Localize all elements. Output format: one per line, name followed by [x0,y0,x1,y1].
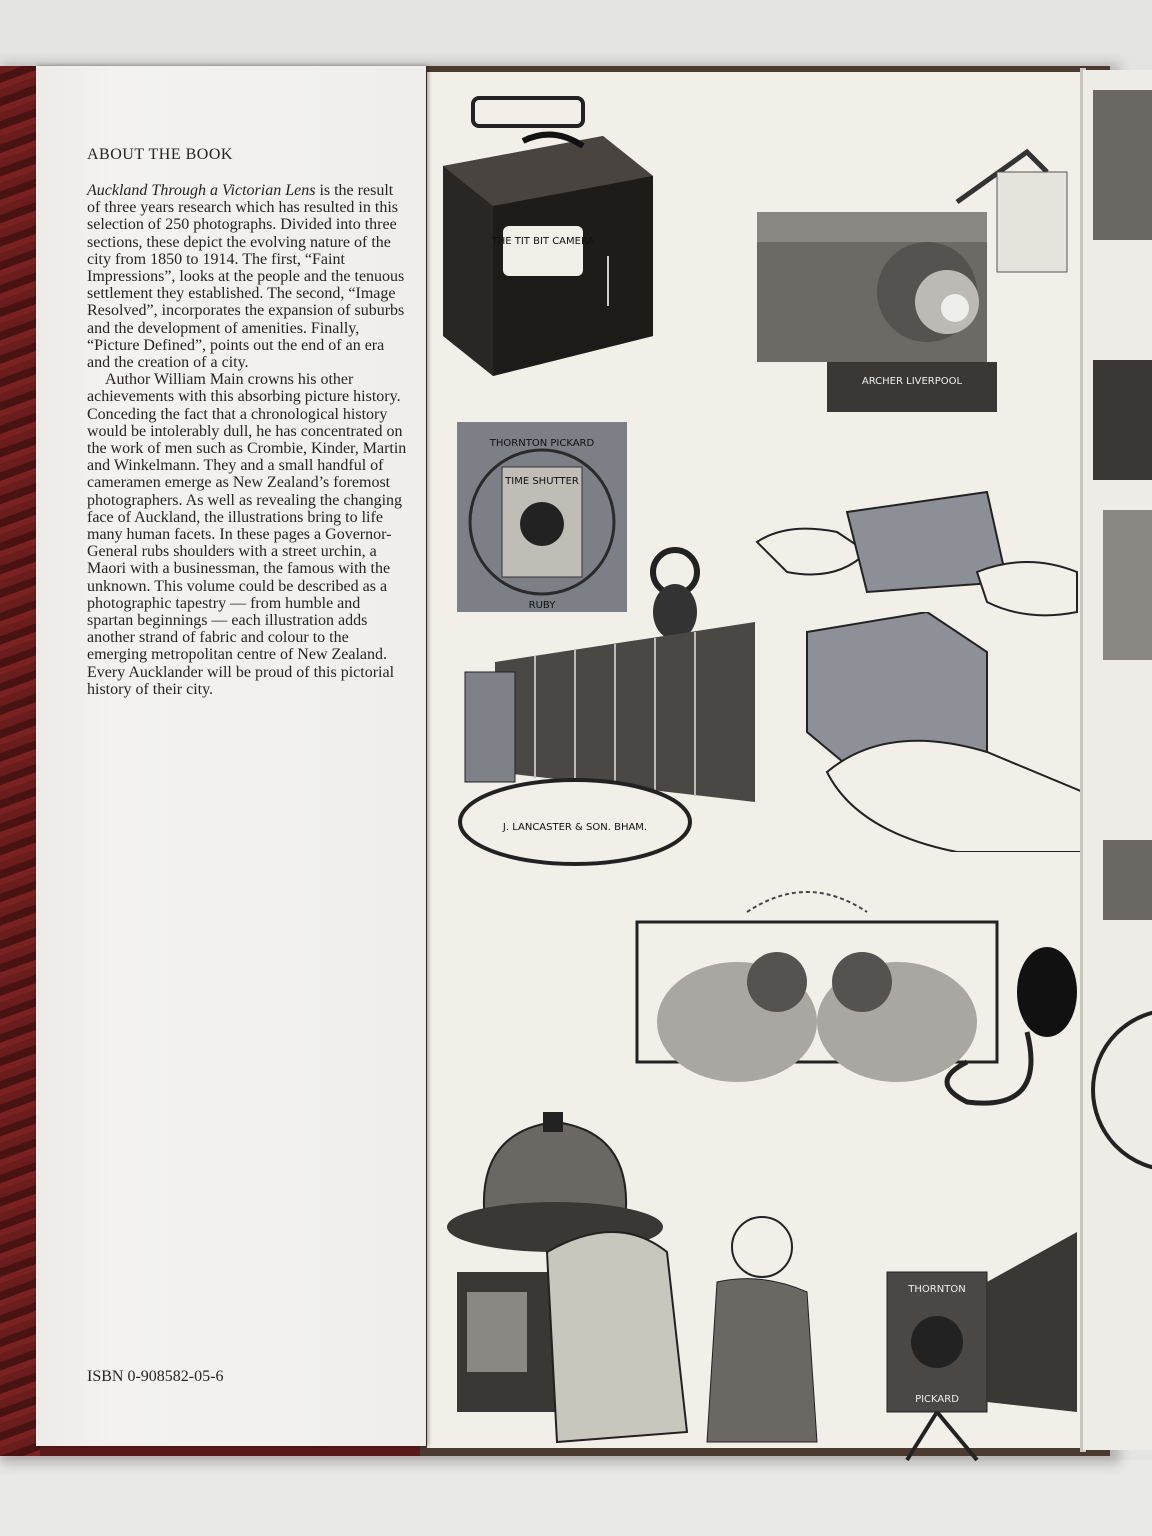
plate-camera-top-label: THORNTON PICKARD [489,438,595,449]
box-camera-label: THE TIT BIT CAMERA [491,236,595,247]
bellows-camera-label: J. LANCASTER & SON. BHAM. [502,822,648,833]
bellows-camera-engraving [435,542,795,872]
about-heading: ABOUT THE BOOK [87,146,233,163]
book-title: Auckland Through a Victorian Lens [87,182,316,199]
cover-pattern [0,66,40,1456]
stereoscope-engraving [627,882,1087,1122]
about-paragraph-1 [87,182,407,371]
adjacent-page-illustrations [1083,70,1152,1450]
field-camera-bottom-label: PICKARD [915,1394,959,1405]
adjacent-engravings [1083,70,1152,1450]
paragraph-1-text: is the result of three years research which has resulted in this selection of 250 photographs. Divided into three sections, these depict the evolving nature of the city from 1850 to 1914. The first, “Faint Impressions”, looks at the people and the tenuous settlement they established. The second, “Image Resolved”, incorporates the expansion of suburbs and the development of amenities. Finally, “Picture Defined”, points out the end of an era and the creation of a city. [87,182,405,372]
box-camera-engraving [433,96,663,396]
magic-lantern-engraving [727,132,1077,422]
endpaper-illustrations [427,72,1083,1448]
field-camera-top-label: THORNTON [908,1284,966,1295]
plate-camera-bottom-label: RUBY [528,600,556,611]
detective-camera-engraving [797,612,1083,852]
plate-camera-shutter-label: TIME SHUTTER [505,476,579,487]
about-paragraph-2: Author William Main crowns his other achievements with this absorbing picture history. Conceding the fact that a chronological history would be intolerably dull, he has concentrated on the work of men such as Crombie, Kinder, Martin and Winkelmann. They and a small handful of cameramen emerge as New Zealand’s foremost photographers. As well as revealing the changing face of Auckland, the illustrations bring to life many human facets. In these pages a Governor-General rubs shoulders with a street urchin, a Maori with a businessman, the famous with the unknown. This volume could be described as a photographic tapestry — from humble and spartan beginnings — each illustration adds another strand of fabric and colour to the emerging metropolitan centre of New Zealand. Every Aucklander will be proud of this pictorial history of their city. [87,371,407,698]
photographer-engraving [447,1212,867,1452]
about-the-book-text [87,146,407,698]
isbn: ISBN 0-908582-05-6 [87,1368,224,1385]
hands-camera-engraving [747,472,1087,632]
table-surface [0,1460,1152,1536]
lantern-label: ARCHER LIVERPOOL [861,376,963,387]
field-camera-engraving [877,1232,1087,1462]
